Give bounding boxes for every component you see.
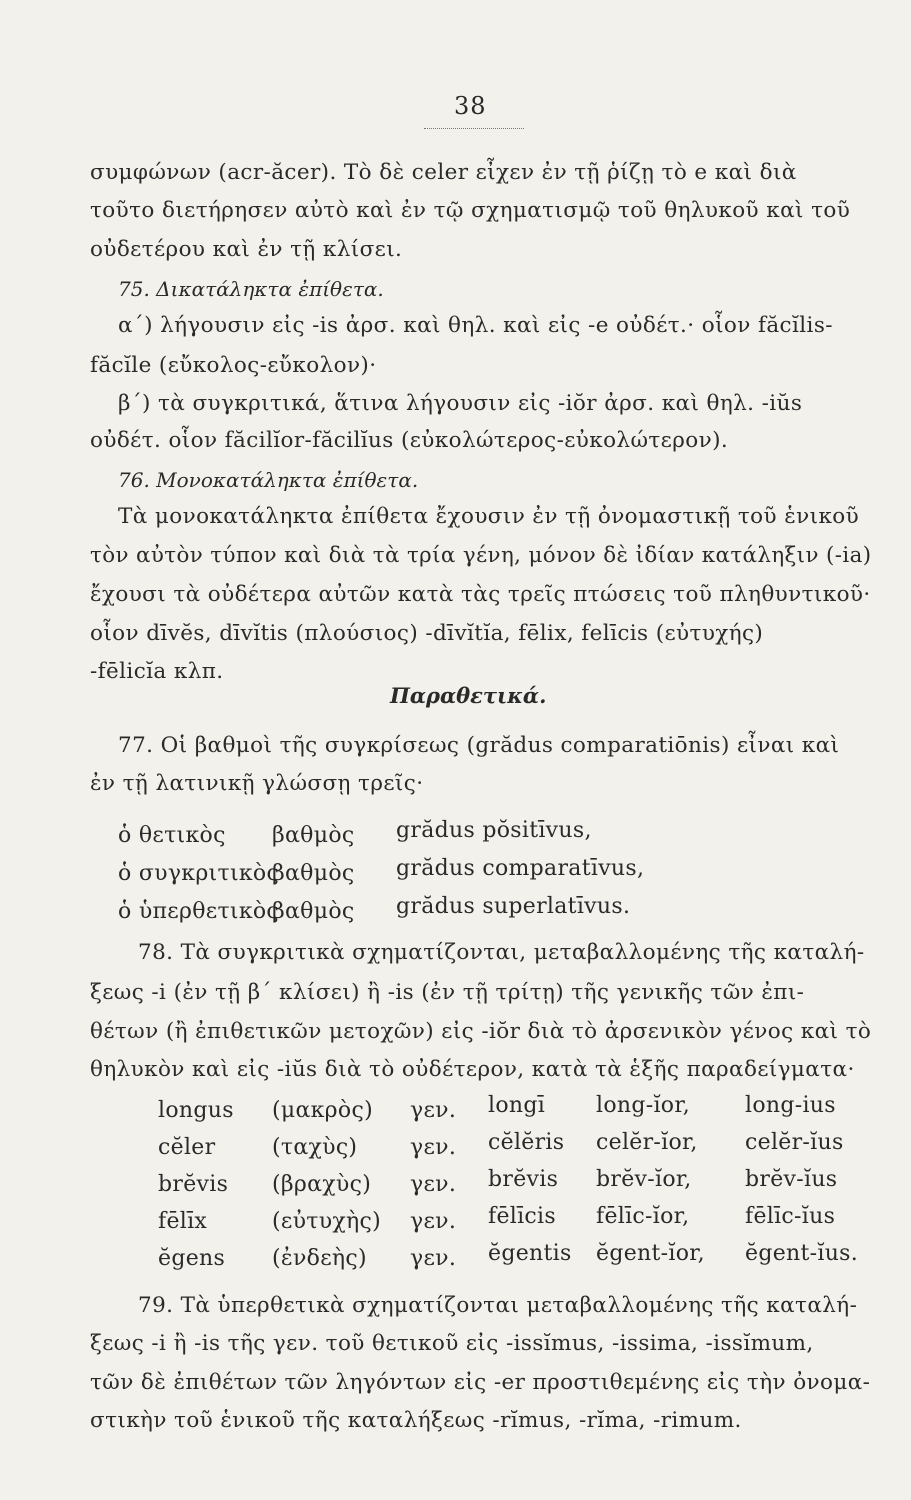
text-line: ξεως -i (ἐν τῇ β΄ κλίσει) ἢ -is (ἐν τῇ τρίτῃ) τῆς γενικῆς τῶν ἐπι- [90, 980, 805, 1005]
text-line: θηλυκὸν καὶ εἰς -iŭs διὰ τὸ οὐδέτερον, κατὰ τὰ ἑξῆς παραδείγματα· [90, 1057, 855, 1082]
example-comparative-n: celĕr-ĭus [745, 1130, 844, 1155]
example-comparative-m: brĕv-ĭor, [596, 1167, 692, 1192]
section-heading-76: 76. Μονοκατάληκτα ἐπίθετα. [118, 468, 419, 492]
text-line: θέτων (ἢ ἐπιθετικῶν μετοχῶν) εἰς -iŏr διὰ τὸ ἀρσενικὸν γένος καὶ τὸ [90, 1019, 872, 1044]
example-comparative-n: fēlīc-ĭus [745, 1204, 836, 1229]
text-line: ἔχουσι τὰ οὐδέτερα αὐτῶν κατὰ τὰς τρεῖς πτώσεις τοῦ πληθυντικοῦ· [90, 582, 871, 607]
example-comparative-n: ĕgent-ĭus. [745, 1241, 859, 1266]
text-line: τοῦτο διετήρησεν αὐτὸ καὶ ἐν τῷ σχηματισμῷ τοῦ θηλυκοῦ καὶ τοῦ [90, 198, 851, 223]
text-line: 77. Οἱ βαθμοὶ τῆς συγκρίσεως (grădus comparatiōnis) εἶναι καὶ [118, 733, 840, 758]
text-line: οὐδέτ. οἷον făcilĭor-făcilĭus (εὐκολώτερος-εὐκολώτερον). [90, 428, 729, 453]
text-line: făcĭle (εὔκολος-εὔκολον)· [90, 353, 377, 378]
text-line: στικὴν τοῦ ἑνικοῦ τῆς καταλήξεως -rĭmus, -rĭma, -rimum. [90, 1408, 742, 1433]
text-line: 79. Τὰ ὑπερθετικὰ σχηματίζονται μεταβαλλομένης τῆς καταλή- [138, 1293, 858, 1318]
example-gen-label: γεν. [410, 1172, 457, 1197]
example-comparative-m: ĕgent-ĭor, [596, 1241, 705, 1266]
degree-latin: grădus comparatīvus, [396, 856, 645, 881]
example-gen-label: γεν. [410, 1098, 457, 1123]
degree-greek: ὁ ὑπερθετικὸς [118, 899, 280, 924]
example-meaning: (ταχὺς) [272, 1135, 358, 1160]
text-line: συμφώνων (acr-ăcer). Τὸ δὲ celer εἶχεν ἐν τῇ ῥίζῃ τὸ e καὶ διὰ [90, 160, 797, 185]
text-line: -fēlicĭa κλπ. [90, 659, 224, 684]
degree-latin: grădus pŏsitīvus, [396, 818, 592, 843]
text-line: ξεως -i ἢ -is τῆς γεν. τοῦ θετικοῦ εἰς -issĭmus, -issima, -issĭmum, [90, 1331, 814, 1356]
example-gen-label: γεν. [410, 1246, 457, 1271]
page-number: 38 [454, 92, 487, 120]
example-comparative-m: fēlīc-ĭor, [596, 1204, 690, 1229]
example-genitive: fēlīcis [488, 1204, 556, 1229]
degree-greek: ὁ θετικὸς [118, 823, 226, 848]
degree-greek: ὁ συγκριτικὸς [118, 861, 280, 886]
page-number-rule [424, 128, 524, 129]
text-line: Τὰ μονοκατάληκτα ἐπίθετα ἔχουσιν ἐν τῇ ὀνομαστικῇ τοῦ ἑνικοῦ [118, 504, 860, 529]
example-word: longus [158, 1098, 234, 1123]
example-genitive: brĕvis [488, 1167, 559, 1192]
example-comparative-m: celĕr-ĭor, [596, 1130, 698, 1155]
degree-label: βαθμὸς [272, 861, 355, 886]
text-line: τὸν αὐτὸν τύπον καὶ διὰ τὰ τρία γένη, μόνον δὲ ἰδίαν κατάληξιν (-ia) [90, 543, 872, 568]
example-meaning: (εὐτυχὴς) [272, 1209, 382, 1234]
section-heading-parathetika: Παραθετικά. [390, 683, 547, 708]
text-line: ἐν τῇ λατινικῇ γλώσσῃ τρεῖς· [90, 771, 424, 796]
example-word: fēlīx [158, 1209, 208, 1234]
degree-latin: grădus superlatīvus. [396, 894, 631, 919]
example-word: brĕvis [158, 1172, 229, 1197]
text-line: β΄) τὰ συγκριτικά, ἅτινα λήγουσιν εἰς -iŏr ἀρσ. καὶ θηλ. -iŭs [118, 391, 803, 416]
example-gen-label: γεν. [410, 1209, 457, 1234]
degree-label: βαθμὸς [272, 823, 355, 848]
text-line: οἷον dīvĕs, dīvĭtis (πλούσιος) -dīvĭtĭa, fēlix, felīcis (εὐτυχής) [90, 621, 764, 646]
text-line: οὐδετέρου καὶ ἐν τῇ κλίσει. [90, 237, 403, 262]
example-meaning: (μακρὸς) [272, 1098, 373, 1123]
section-heading-75: 75. Δικατάληκτα ἐπίθετα. [118, 277, 384, 301]
example-gen-label: γεν. [410, 1135, 457, 1160]
example-genitive: ĕgentis [488, 1241, 572, 1266]
example-comparative-n: long-ius [745, 1093, 836, 1118]
example-meaning: (βραχὺς) [272, 1172, 372, 1197]
text-line: τῶν δὲ ἐπιθέτων τῶν ληγόντων εἰς -er προστιθεμένης εἰς τὴν ὀνομα- [90, 1370, 871, 1395]
example-word: ĕgens [158, 1246, 226, 1271]
degree-label: βαθμὸς [272, 899, 355, 924]
example-comparative-n: brĕv-ĭus [745, 1167, 838, 1192]
example-genitive: cĕlĕris [488, 1130, 565, 1155]
text-line: α΄) λήγουσιν εἰς -is ἀρσ. καὶ θηλ. καὶ εἰς -e οὐδέτ.· οἷον făcĭlis- [118, 313, 833, 338]
example-meaning: (ἐνδεὴς) [272, 1246, 367, 1271]
example-comparative-m: long-ĭor, [596, 1093, 691, 1118]
example-word: cĕler [158, 1135, 216, 1160]
example-genitive: longī [488, 1093, 546, 1118]
text-line: 78. Τὰ συγκριτικὰ σχηματίζονται, μεταβαλλομένης τῆς καταλή- [138, 940, 865, 965]
